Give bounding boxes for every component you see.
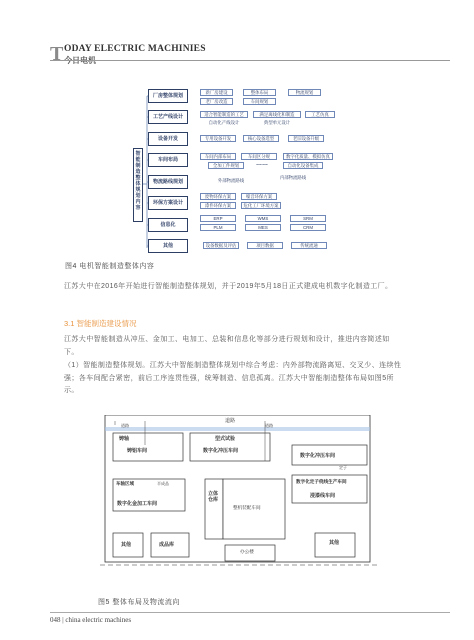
fig4-item: 适合智能制造的工艺 — [200, 111, 248, 118]
fig5-box-foundry: 铸铝车间 — [127, 448, 148, 454]
fig4-row-label-plant: 厂房整体规划 — [148, 89, 188, 103]
figure-5-layout-diagram — [85, 415, 393, 591]
magazine-masthead: ODAY ELECTRIC MACHINIES — [64, 44, 206, 54]
fig4-row-label-environment: 环保方案设计 — [148, 196, 188, 210]
fig4-row-label-it: 信息化 — [148, 218, 188, 232]
fig4-item: 内部物流路线 — [273, 175, 313, 182]
fig4-item: 传统流通 — [291, 242, 327, 249]
fig4-item: 老旧设备升级 — [288, 135, 324, 142]
fig4-item: 整体布局 — [243, 89, 276, 96]
fig4-item: 物流规划 — [288, 89, 321, 96]
fig4-item: WMS — [245, 215, 281, 222]
fig4-item: 全加工件规划 — [208, 162, 244, 169]
figure-4-caption: 图4 电机智能制造整体内容 — [65, 263, 155, 270]
fig4-item: MES — [245, 224, 281, 231]
fig4-item: 典型单元设计 — [253, 120, 301, 127]
fig4-item: 设备数据及评估 — [203, 242, 239, 249]
fig4-item: SRM — [290, 215, 326, 222]
figure-5-caption: 图5 整体布局及物流流向 — [98, 599, 180, 606]
fig5-label-road-right: 道路 — [265, 423, 273, 428]
fig4-item: 专用设备开发 — [200, 135, 236, 142]
fig5-box-semi: 半成品 — [157, 481, 169, 486]
fig4-item: 自动化设备集成 — [283, 162, 323, 169]
fig4-item: 满足离线化和制造 — [253, 111, 301, 118]
fig5-box-foundry-title: 铸轴 — [119, 436, 130, 442]
fig5-box-stamp-title: 型式试验 — [215, 436, 236, 442]
magazine-masthead-cn: 今日电机 — [64, 56, 96, 65]
fig5-box-warehouse: 立体仓库 — [208, 491, 219, 503]
fig4-row-label-logistics: 物流路线规划 — [148, 175, 188, 189]
footer-divider — [50, 612, 450, 613]
fig5-box-other-2: 其他 — [329, 540, 340, 546]
fig4-item: PLM — [200, 224, 236, 231]
fig5-box-digital-metal: 数字化金加工车间 — [117, 501, 158, 507]
fig4-item: ERP — [200, 215, 236, 222]
paragraph-1: 江苏大中在2016年开始进行智能制造整体规划，并于2019年5月18日正式建成电机数字化制造工厂。 — [64, 283, 393, 290]
fig4-item: 车间区分规 — [241, 153, 277, 160]
fig5-box-digital-stamp: 数字化冲压车间 — [300, 453, 336, 459]
fig4-item: 项目数据 — [247, 242, 283, 249]
fig4-row-label-process: 工艺产线设计 — [148, 110, 188, 124]
fig4-vertical-title — [133, 148, 143, 222]
fig4-item: 老厂房改造 — [200, 98, 233, 105]
fig5-box-office: 办公楼 — [240, 549, 254, 554]
section-heading: 3.1 智能制造建设情况 — [64, 319, 137, 328]
fig4-item: 核心设备选型 — [243, 135, 279, 142]
fig5-box-product: 成品库 — [159, 542, 175, 548]
fig5-label-road-left: 道路 — [121, 423, 129, 428]
fig4-vertical-title-text: 智能制造整体规划内容 — [135, 151, 141, 211]
header-divider — [50, 60, 450, 61]
fig5-box-stamp: 数字化冲压车间 — [203, 448, 239, 454]
fig5-box-vp: 浸漆线车间 — [310, 493, 336, 499]
fig4-item: 工艺仿真 — [305, 111, 335, 118]
fig4-item: 废物环保方案 — [200, 193, 236, 200]
figure-4-diagram — [133, 86, 375, 256]
paragraph-2: 江苏大中智能制造从冲压、金加工、电加工、总装和信息化等部分进行规划和设计，推进内容简述如下。 — [64, 336, 390, 356]
fig5-box-assembly: 整机装配车间 — [233, 505, 261, 510]
fig4-row-label-other: 其他 — [148, 239, 188, 253]
page-footer: 048 | china electric machines — [50, 616, 132, 624]
fig4-item: 自动化产线设计 — [200, 120, 248, 127]
fig4-item: 车间内部布局 — [200, 153, 236, 160]
fig4-item: 车间规划 — [243, 98, 276, 105]
fig5-label-road-top: 道路 — [225, 418, 236, 424]
fig5-box-axle: 车轴区域 — [116, 481, 134, 486]
fig5-box-rotor: 数字化定子绕线生产车间 — [296, 479, 347, 484]
fig5-box-other-1: 其他 — [121, 542, 132, 548]
fig4-item: 危化工厂环境方案 — [241, 202, 281, 209]
fig5-box-stator: 定子 — [339, 465, 347, 470]
fig4-item: …… — [247, 161, 277, 169]
fig4-item: 噪音环保方案 — [241, 193, 277, 200]
fig4-item: 新厂房建设 — [200, 89, 233, 96]
fig4-row-label-workshop: 车间布局 — [148, 153, 188, 167]
fig4-item: 数字化质量、模拟仿真 — [283, 153, 333, 160]
magazine-logo-letter: T — [50, 43, 64, 65]
fig4-item: CRM — [290, 224, 326, 231]
fig4-item: 漆件环保方案 — [200, 202, 236, 209]
fig4-item: 外部物流路线 — [213, 178, 249, 185]
paragraph-3: （1）智能制造整体规划。江苏大中智能制造整体规划中综合考虑：内外部物流路离短、交叉少、连续性强；各车间配合紧密，前后工序连贯性强，统筹制造、信息孤离。江苏大中智能制造整体布局如图5所示。 — [64, 362, 402, 394]
fig4-row-label-equipment: 设备开发 — [148, 132, 188, 146]
